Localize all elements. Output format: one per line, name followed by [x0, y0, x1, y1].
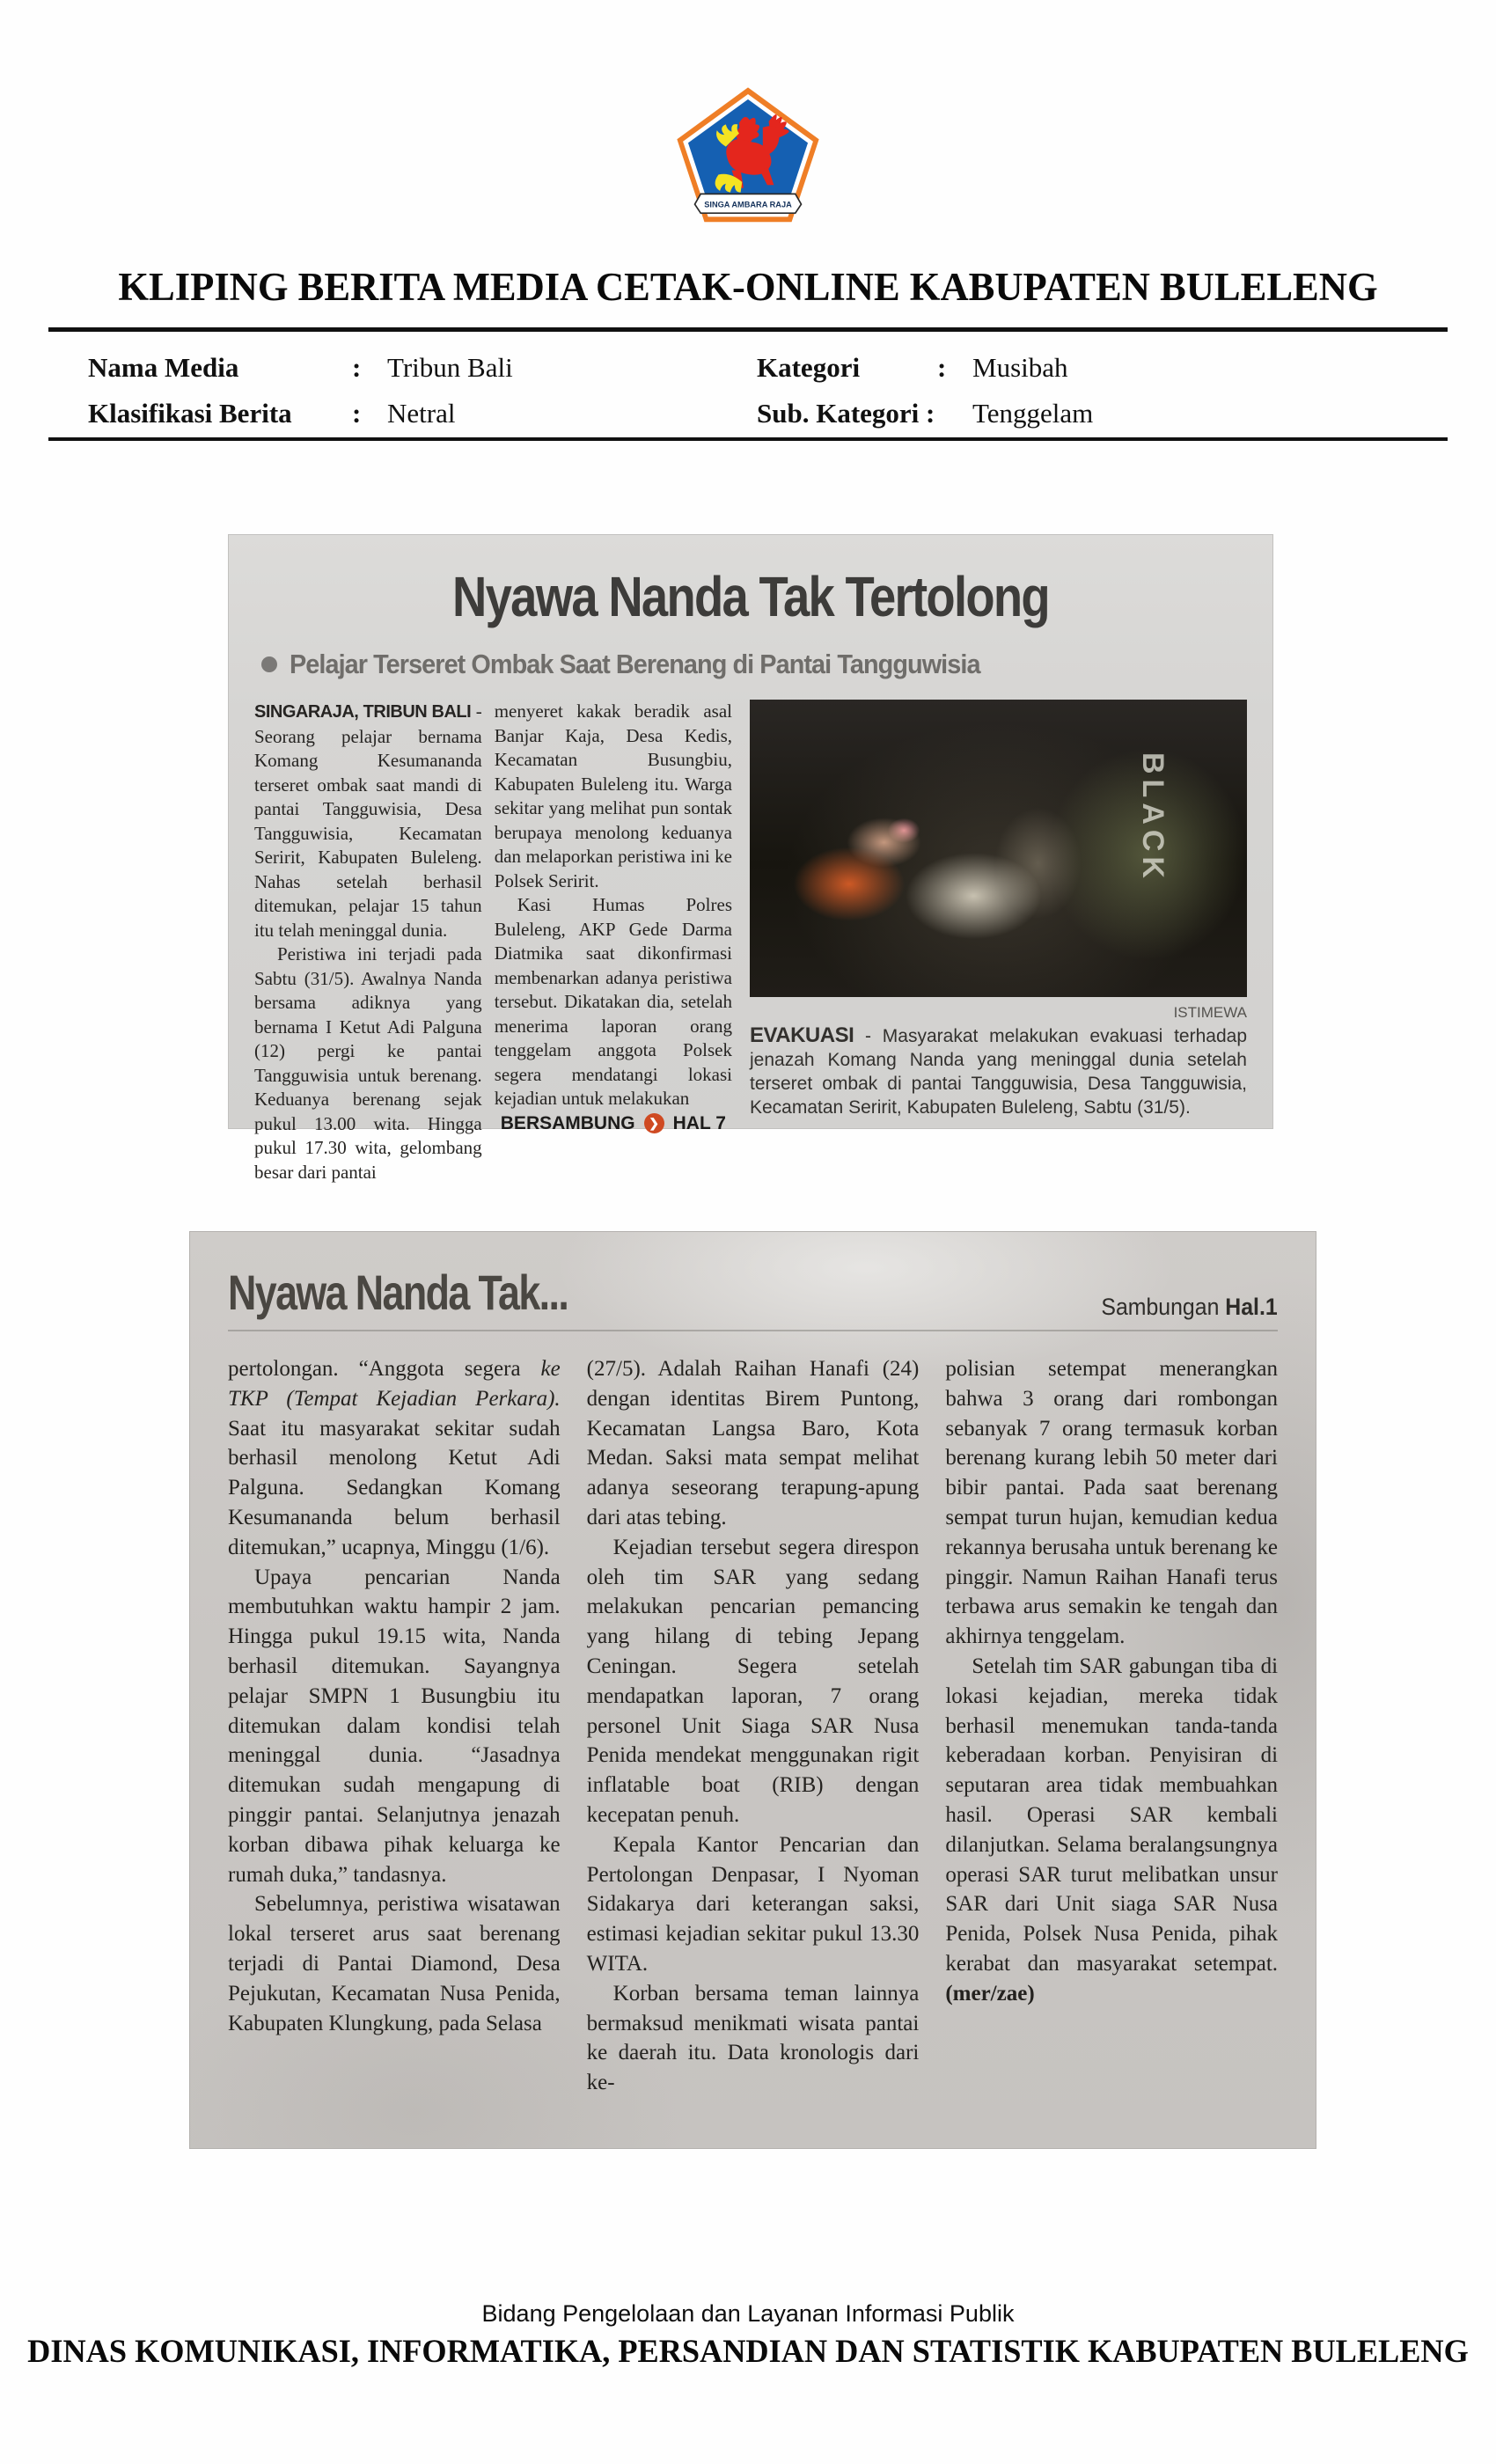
- continuation-header: [228, 1258, 1278, 1331]
- paragraph-italic-text: ke TKP (Tempat Kejadian Perkara).: [228, 1357, 561, 1411]
- paragraph: (27/5). Adalah Raihan Hanafi (24) dengan identitas Birem Puntong, Kecamatan Langsa Baro, Kota Medan. Saksi mata sempat melihat adanya seseorang terapung-apung dari atas tebing.: [586, 1357, 920, 1529]
- paragraph: Kepala Kantor Pencarian dan Pertolongan Denpasar, I Nyoman Sidakarya dari keterangan saksi, estimasi kejadian sekitar pukul 13.30 WITA.: [586, 1832, 920, 1976]
- paragraph: polisian setempat menerangkan bahwa 3 orang dari rombongan sebanyak 7 orang termasuk korban berenang kurang lebih 50 meter dari bibir pantai. Pada saat berenang sempat turun hujan, kemudian kedua rekannya berusaha untuk berenang ke pinggir. Namun Raihan Hanafi terus terbawa arus semakin ke tengah dan akhirnya tenggelam.: [945, 1357, 1279, 1649]
- continuation-body: [228, 1354, 1278, 2098]
- article-column-2: [587, 1354, 920, 2098]
- sambungan-note: [1102, 1294, 1278, 1321]
- photo-block: [750, 700, 1247, 1184]
- page-title: KLIPING BERITA MEDIA CETAK-ONLINE KABUPATEN BULELENG: [118, 265, 1378, 309]
- sambungan-label: Sambungan: [1101, 1294, 1226, 1320]
- article-column-2: [494, 700, 732, 1133]
- arrow-right-icon: ❯: [644, 1113, 664, 1133]
- bersambung-label: BERSAMBUNG: [500, 1112, 635, 1133]
- paragraph: Upaya pencarian Nanda membutuhkan waktu hampir 2 jam. Hingga pukul 19.15 wita, Nanda berhasil ditemukan. Sayangnya pelajar SMPN 1 Busungbiu itu ditemukan dalam kondisi telah meninggal dunia. “Jasadnya ditemukan sudah mengapung di pinggir pantai. Selanjutnya jenazah korban dibawa pihak keluarga ke rumah duka,” tandasnya.: [228, 1565, 561, 1887]
- clipping-body: [254, 700, 1247, 1184]
- kategori-label: Kategori: [757, 352, 861, 383]
- kategori-value: Musibah: [972, 352, 1068, 383]
- paragraph-text: Setelah tim SAR gabungan tiba di lokasi kejadian, mereka tidak berhasil menemukan tanda-tanda keberadaan korban. Penyisiran di seputaran area tidak membuahkan hasil. Operasi SAR kembali dilanjutkan. Selama beralangsungnya operasi SAR turut melibatkan unsur SAR dari Unit siaga SAR Nusa Penida, Polsek Nusa Penida, pihak kerabat dan masyarakat setempat.: [945, 1654, 1279, 1976]
- paragraph: [254, 700, 482, 942]
- dateline: SINGARAJA, TRIBUN BALI: [254, 702, 472, 722]
- continuation-headline: Nyawa Nanda Tak...: [228, 1265, 568, 1320]
- caption-text: - Masyarakat melakukan evakuasi terhadap jenazah Komang Nanda yang meninggal dunia setelah terseret ombak di pantai Tangguwisia, Desa Tangguwisia, Kecamatan Seririt, Kabupaten Buleleng, Sabtu (31/5).: [750, 1026, 1247, 1118]
- klasifikasi-value: Netral: [387, 398, 456, 429]
- metadata-row-1: [88, 345, 1408, 391]
- sub-kategori-value: Tenggelam: [972, 398, 1094, 429]
- article-column-1: [254, 700, 482, 1184]
- sambungan-page: Hal.1: [1225, 1294, 1278, 1320]
- footer-division: Bidang Pengelolaan dan Layanan Informasi Publik: [481, 2300, 1015, 2327]
- colon: :: [937, 352, 947, 383]
- metadata-row-2: [88, 391, 1408, 436]
- buleleng-logo: [0, 84, 1496, 224]
- continued-notice: [495, 1111, 732, 1136]
- paragraph: Kasi Humas Polres Buleleng, AKP Gede Darma Diatmika saat dikonfirmasi membenarkan adanya peristiwa tersebut. Dikatakan dia, setelah menerima laporan orang tenggelam anggota Polsek segera mendatangi lokasi kejadian untuk melakukan: [494, 894, 732, 1109]
- article-column-3: [945, 1354, 1278, 2098]
- divider-meta-bottom: [48, 437, 1448, 441]
- metadata-block: [88, 345, 1408, 436]
- nama-media-value: Tribun Bali: [387, 352, 513, 383]
- caption-lead: EVAKUASI: [750, 1023, 854, 1047]
- clipping-headline: Nyawa Nanda Tak Tertolong: [452, 565, 1049, 628]
- sub-kategori-label: Sub. Kategori :: [757, 398, 935, 429]
- photo-caption: [750, 1023, 1247, 1119]
- footer-agency: DINAS KOMUNIKASI, INFORMATIKA, PERSANDIAN DAN STATISTIK KABUPATEN BULELENG: [27, 2334, 1469, 2370]
- news-clipping-front-page: [228, 534, 1273, 1183]
- paragraph: Korban bersama teman lainnya bermaksud menikmati wisata pantai ke daerah itu. Data kronologis dari ke-: [586, 1981, 920, 2095]
- subheadline-text: Pelajar Terseret Ombak Saat Berenang di Pantai Tangguwisia: [290, 649, 980, 679]
- logo-banner: [695, 194, 802, 213]
- paragraph-text: pertolongan. “Anggota segera: [228, 1357, 541, 1381]
- bullet-icon: [261, 656, 277, 672]
- clipping-subheadline: [261, 649, 1247, 680]
- svg-text:SINGA AMBARA RAJA: SINGA AMBARA RAJA: [704, 200, 792, 209]
- evacuation-photo: [750, 700, 1247, 997]
- paragraph: Kejadian tersebut segera direspon oleh tim SAR yang sedang melakukan pencarian pemancing yang hilang di tebing Jepang Ceningan. Segera setelah mendapatkan laporan, 7 orang personel Unit Siaga SAR Nusa Penida mendekat menggunakan rigit inflatable boat (RIB) dengan kecepatan penuh.: [586, 1535, 920, 1827]
- article-column-1: [228, 1354, 561, 2098]
- paragraph-text: - Seorang pelajar bernama Komang Kesumananda terseret ombak saat mandi di pantai Tangguwisia, Desa Tangguwisia, Kecamatan Seririt, Kabupaten Buleleng. Nahas setelah berhasil ditemukan, pelajar 15 tahun itu telah meninggal dunia.: [254, 700, 482, 941]
- nama-media-label: Nama Media: [88, 352, 239, 383]
- divider-top: [48, 327, 1448, 332]
- news-clipping-continuation: [189, 1231, 1316, 2149]
- colon: :: [352, 352, 362, 383]
- pentagon-crest-icon: [674, 84, 822, 224]
- paragraph: [228, 1354, 561, 1563]
- paragraph: [945, 1652, 1278, 2009]
- paragraph: Sebelumnya, peristiwa wisatawan lokal terseret arus saat berenang terjadi di Pantai Diamond, Desa Pejukutan, Kecamatan Nusa Penida, Kabupaten Klungkung, pada Selasa: [228, 1892, 561, 2035]
- klasifikasi-label: Klasifikasi Berita: [88, 398, 292, 429]
- bersambung-page: HAL 7: [672, 1112, 726, 1133]
- paragraph: Peristiwa ini terjadi pada Sabtu (31/5). Awalnya Nanda bersama adiknya yang bernama I Ketut Adi Palguna (12) pergi ke pantai Tangguwisia untuk berenang. Keduanya berenang sejak pukul 13.00 wita. Hingga pukul 17.30 wita, gelombang besar dari pantai: [254, 943, 482, 1183]
- colon: :: [352, 398, 362, 429]
- paragraph-text: Saat itu masyarakat sekitar sudah berhasil menolong Ketut Adi Palguna. Sedangkan Komang Kesumananda belum berhasil ditemukan,” ucapnya, Minggu (1/6).: [228, 1416, 561, 1559]
- jacket-text: BLACK: [1136, 752, 1170, 884]
- author-sign: (mer/zae): [945, 1981, 1035, 2006]
- paragraph: menyeret kakak beradik asal Banjar Kaja, Desa Kedis, Kecamatan Busungbiu, Kabupaten Buleleng itu. Warga sekitar yang melihat pun sontak berupaya menolong keduanya dan melaporkan peristiwa ini ke Polsek Seririt.: [494, 700, 732, 891]
- page-footer: [0, 2300, 1496, 2371]
- photo-credit: ISTIMEWA: [1173, 1004, 1247, 1021]
